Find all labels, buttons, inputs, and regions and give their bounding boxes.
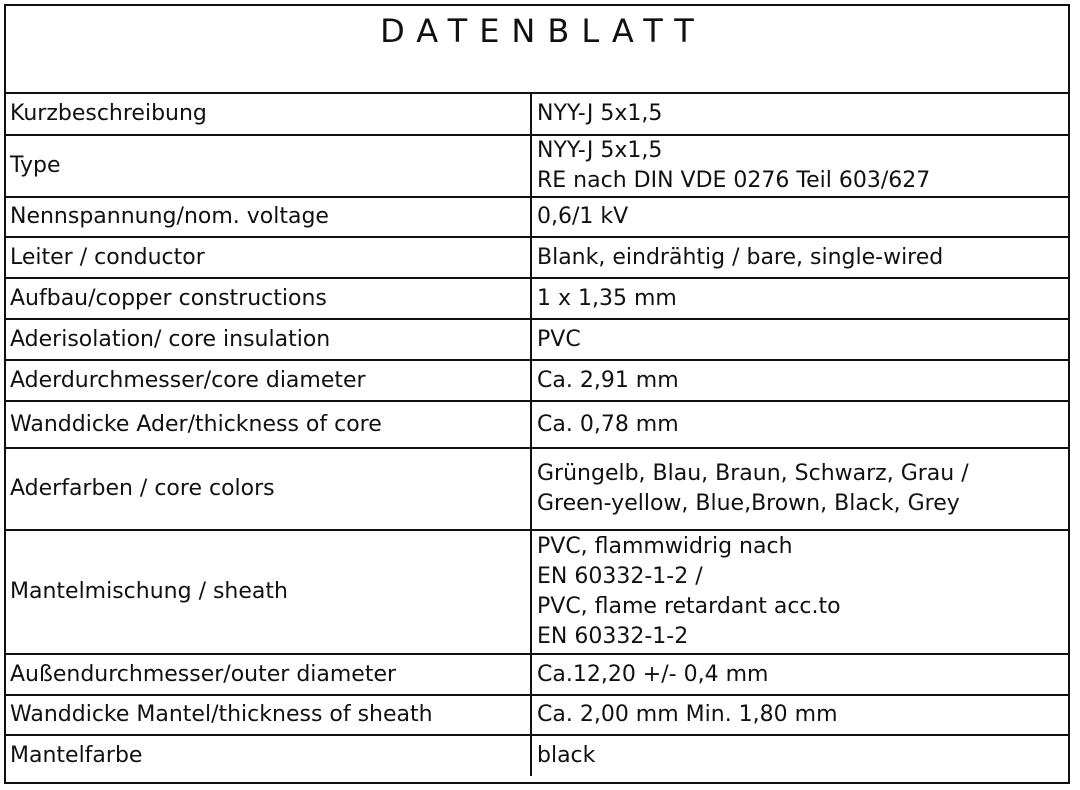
table-row xyxy=(6,654,1068,695)
spec-value-line: NYY-J 5x1,5 xyxy=(537,101,663,126)
spec-label: Aderisolation/ core insulation xyxy=(6,319,531,360)
spec-value-line: Grüngelb, Blau, Braun, Schwarz, Grau / xyxy=(537,461,969,486)
spec-value xyxy=(531,319,1068,360)
spec-table xyxy=(6,94,1068,776)
spec-label: Aderfarben / core colors xyxy=(6,448,531,530)
spec-value xyxy=(531,401,1068,448)
table-row xyxy=(6,530,1068,654)
spec-value-line: NYY-J 5x1,5 xyxy=(537,138,663,163)
spec-label: Type xyxy=(6,135,531,197)
spec-value-line: black xyxy=(537,743,596,768)
spec-value xyxy=(531,135,1068,197)
spec-label: Aderdurchmesser/core diameter xyxy=(6,360,531,401)
spec-label: Kurzbeschreibung xyxy=(6,94,531,135)
table-row xyxy=(6,237,1068,278)
spec-value-line: Ca. 2,00 mm Min. 1,80 mm xyxy=(537,702,838,727)
datasheet xyxy=(4,4,1070,784)
spec-value-line: Ca. 2,91 mm xyxy=(537,367,679,393)
table-row xyxy=(6,695,1068,735)
spec-value-line: Blank, eindrähtig / bare, single-wired xyxy=(537,244,944,270)
table-row xyxy=(6,401,1068,448)
spec-value xyxy=(531,735,1068,776)
table-row xyxy=(6,448,1068,530)
page-title: DATENBLATT xyxy=(380,12,706,50)
spec-label: Mantelmischung / sheath xyxy=(6,530,531,654)
table-row xyxy=(6,319,1068,360)
spec-label: Wanddicke Mantel/thickness of sheath xyxy=(6,695,531,735)
spec-value-line: PVC, flame retardant acc.to xyxy=(537,594,841,619)
table-row xyxy=(6,360,1068,401)
table-row xyxy=(6,278,1068,319)
spec-value-line: PVC xyxy=(537,326,581,352)
spec-label: Aufbau/copper constructions xyxy=(6,278,531,319)
spec-value xyxy=(531,654,1068,695)
spec-value-line: Ca. 0,78 mm xyxy=(537,411,679,437)
spec-value xyxy=(531,278,1068,319)
spec-value xyxy=(531,448,1068,530)
spec-label: Nennspannung/nom. voltage xyxy=(6,197,531,237)
spec-value-line: RE nach DIN VDE 0276 Teil 603/627 xyxy=(537,168,931,193)
spec-value-line: Ca.12,20 +/- 0,4 mm xyxy=(537,661,769,687)
spec-label: Außendurchmesser/outer diameter xyxy=(6,654,531,695)
spec-value xyxy=(531,94,1068,135)
title-row xyxy=(6,6,1068,94)
spec-label: Wanddicke Ader/thickness of core xyxy=(6,401,531,448)
table-row xyxy=(6,197,1068,237)
table-row xyxy=(6,735,1068,776)
spec-label: Mantelfarbe xyxy=(6,735,531,776)
spec-value xyxy=(531,695,1068,735)
table-row xyxy=(6,94,1068,135)
spec-value xyxy=(531,197,1068,237)
spec-value-line: EN 60332-1-2 / xyxy=(537,564,703,589)
spec-value xyxy=(531,530,1068,654)
spec-value-line: EN 60332-1-2 xyxy=(537,624,689,649)
spec-label: Leiter / conductor xyxy=(6,237,531,278)
spec-value-line: PVC, flammwidrig nach xyxy=(537,534,793,559)
table-row xyxy=(6,135,1068,197)
spec-value xyxy=(531,237,1068,278)
spec-value xyxy=(531,360,1068,401)
spec-value-line: 0,6/1 kV xyxy=(537,204,629,229)
spec-value-line: 1 x 1,35 mm xyxy=(537,285,677,311)
spec-value-line: Green-yellow, Blue,Brown, Black, Grey xyxy=(537,491,960,516)
